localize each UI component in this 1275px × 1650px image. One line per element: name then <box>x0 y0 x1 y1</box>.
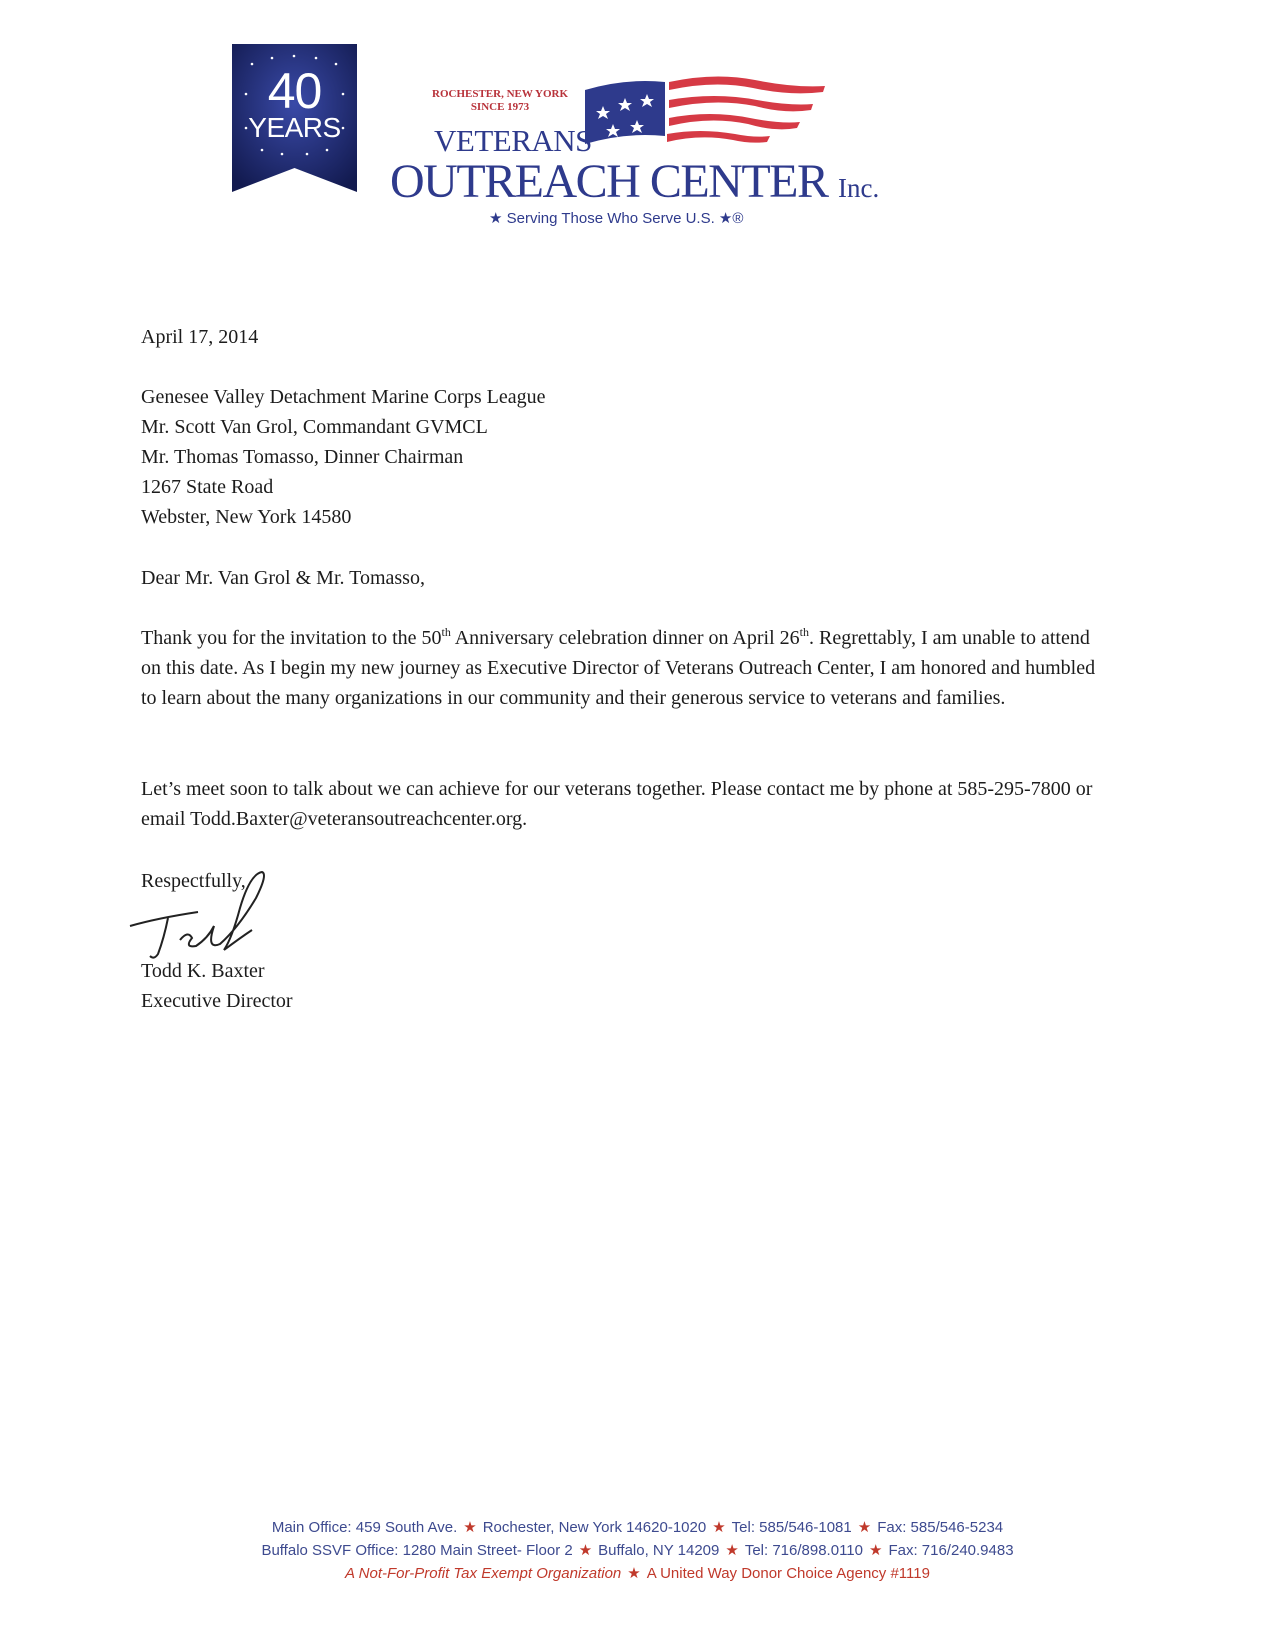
logo-city <box>420 88 580 114</box>
badge-label: YEARS <box>248 112 341 143</box>
signer-title: Executive Director <box>141 990 293 1012</box>
address-line: 1267 State Road <box>141 476 274 498</box>
star-icon: ★ <box>857 1519 872 1536</box>
flag-icon <box>585 72 830 150</box>
ordinal-suffix: th <box>799 625 809 639</box>
para1-text-b: Anniversary celebration dinner on April 26 <box>450 627 800 649</box>
logo-tagline: ★ Serving Those Who Serve U.S. ★® <box>489 210 744 227</box>
logo-inc: Inc. <box>837 173 880 203</box>
logo-veterans: VETERANS <box>434 123 592 158</box>
footer-line-buffalo-office <box>0 1541 1275 1561</box>
address-line: Mr. Thomas Tomasso, Dinner Chairman <box>141 446 464 468</box>
para1-text-a: Thank you for the invitation to the 50 <box>141 627 442 649</box>
footer-text: Buffalo, NY 14209 <box>598 1542 720 1559</box>
star-icon: ★ <box>712 1519 726 1536</box>
footer-text: A Not-For-Profit Tax Exempt Organization <box>345 1565 622 1582</box>
star-icon: ★ <box>725 1542 739 1559</box>
footer-text: Main Office: 459 South Ave. <box>271 1519 458 1536</box>
star-icon: ★ <box>463 1519 477 1536</box>
ordinal-suffix: th <box>441 625 451 639</box>
signer-name: Todd K. Baxter <box>141 960 265 982</box>
logo-outreach-center <box>390 156 879 214</box>
para1-text-c: . Regrettably, I am unable to attend on this date. As I begin my new journey as Executive Director of Veterans Outreach Center, I am honored and humbled to learn about the many organizations in our community and their generous service to veterans and families. <box>141 627 1096 709</box>
closing: Respectfully, <box>141 870 246 892</box>
logo-since-text: SINCE 1973 <box>470 101 530 113</box>
footer-text: Tel: 716/898.0110 <box>744 1542 863 1559</box>
address-line: Genesee Valley Detachment Marine Corps League <box>141 386 546 408</box>
logo-name-text: OUTREACH CENTER <box>390 155 828 208</box>
footer-text: Tel: 585/546-1081 <box>731 1519 852 1536</box>
address-line: Webster, New York 14580 <box>141 506 352 528</box>
anniversary-badge <box>232 44 357 192</box>
body-paragraph-2: Let’s meet soon to talk about we can achieve for our veterans together. Please contact me by phone at 585-295-7800 or email Todd.Baxter@veteransoutreachcenter.org. <box>141 778 1093 830</box>
address-line: Mr. Scott Van Grol, Commandant GVMCL <box>141 416 488 438</box>
salutation: Dear Mr. Van Grol & Mr. Tomasso, <box>141 567 425 589</box>
star-icon: ★ <box>627 1565 641 1582</box>
footer-text: Buffalo SSVF Office: 1280 Main Street- Floor 2 <box>261 1542 573 1559</box>
star-icon: ★ <box>578 1542 593 1559</box>
footer-line-nonprofit <box>0 1564 1275 1584</box>
handwritten-signature-icon <box>128 868 288 968</box>
letter-date: April 17, 2014 <box>141 326 259 348</box>
footer-text: A United Way Donor Choice Agency #1119 <box>646 1565 930 1582</box>
footer-text: Fax: 585/546-5234 <box>877 1519 1004 1536</box>
logo-city-text: ROCHESTER, NEW YORK <box>432 88 568 100</box>
recipient-address <box>141 382 545 532</box>
footer-line-main-office <box>0 1518 1275 1538</box>
star-icon: ★ <box>868 1542 883 1559</box>
badge-number: 40 <box>267 63 322 119</box>
body-paragraph-1 <box>141 623 1101 713</box>
footer-text: Fax: 716/240.9483 <box>888 1542 1014 1559</box>
footer-text: Rochester, New York 14620-1020 <box>482 1519 707 1536</box>
